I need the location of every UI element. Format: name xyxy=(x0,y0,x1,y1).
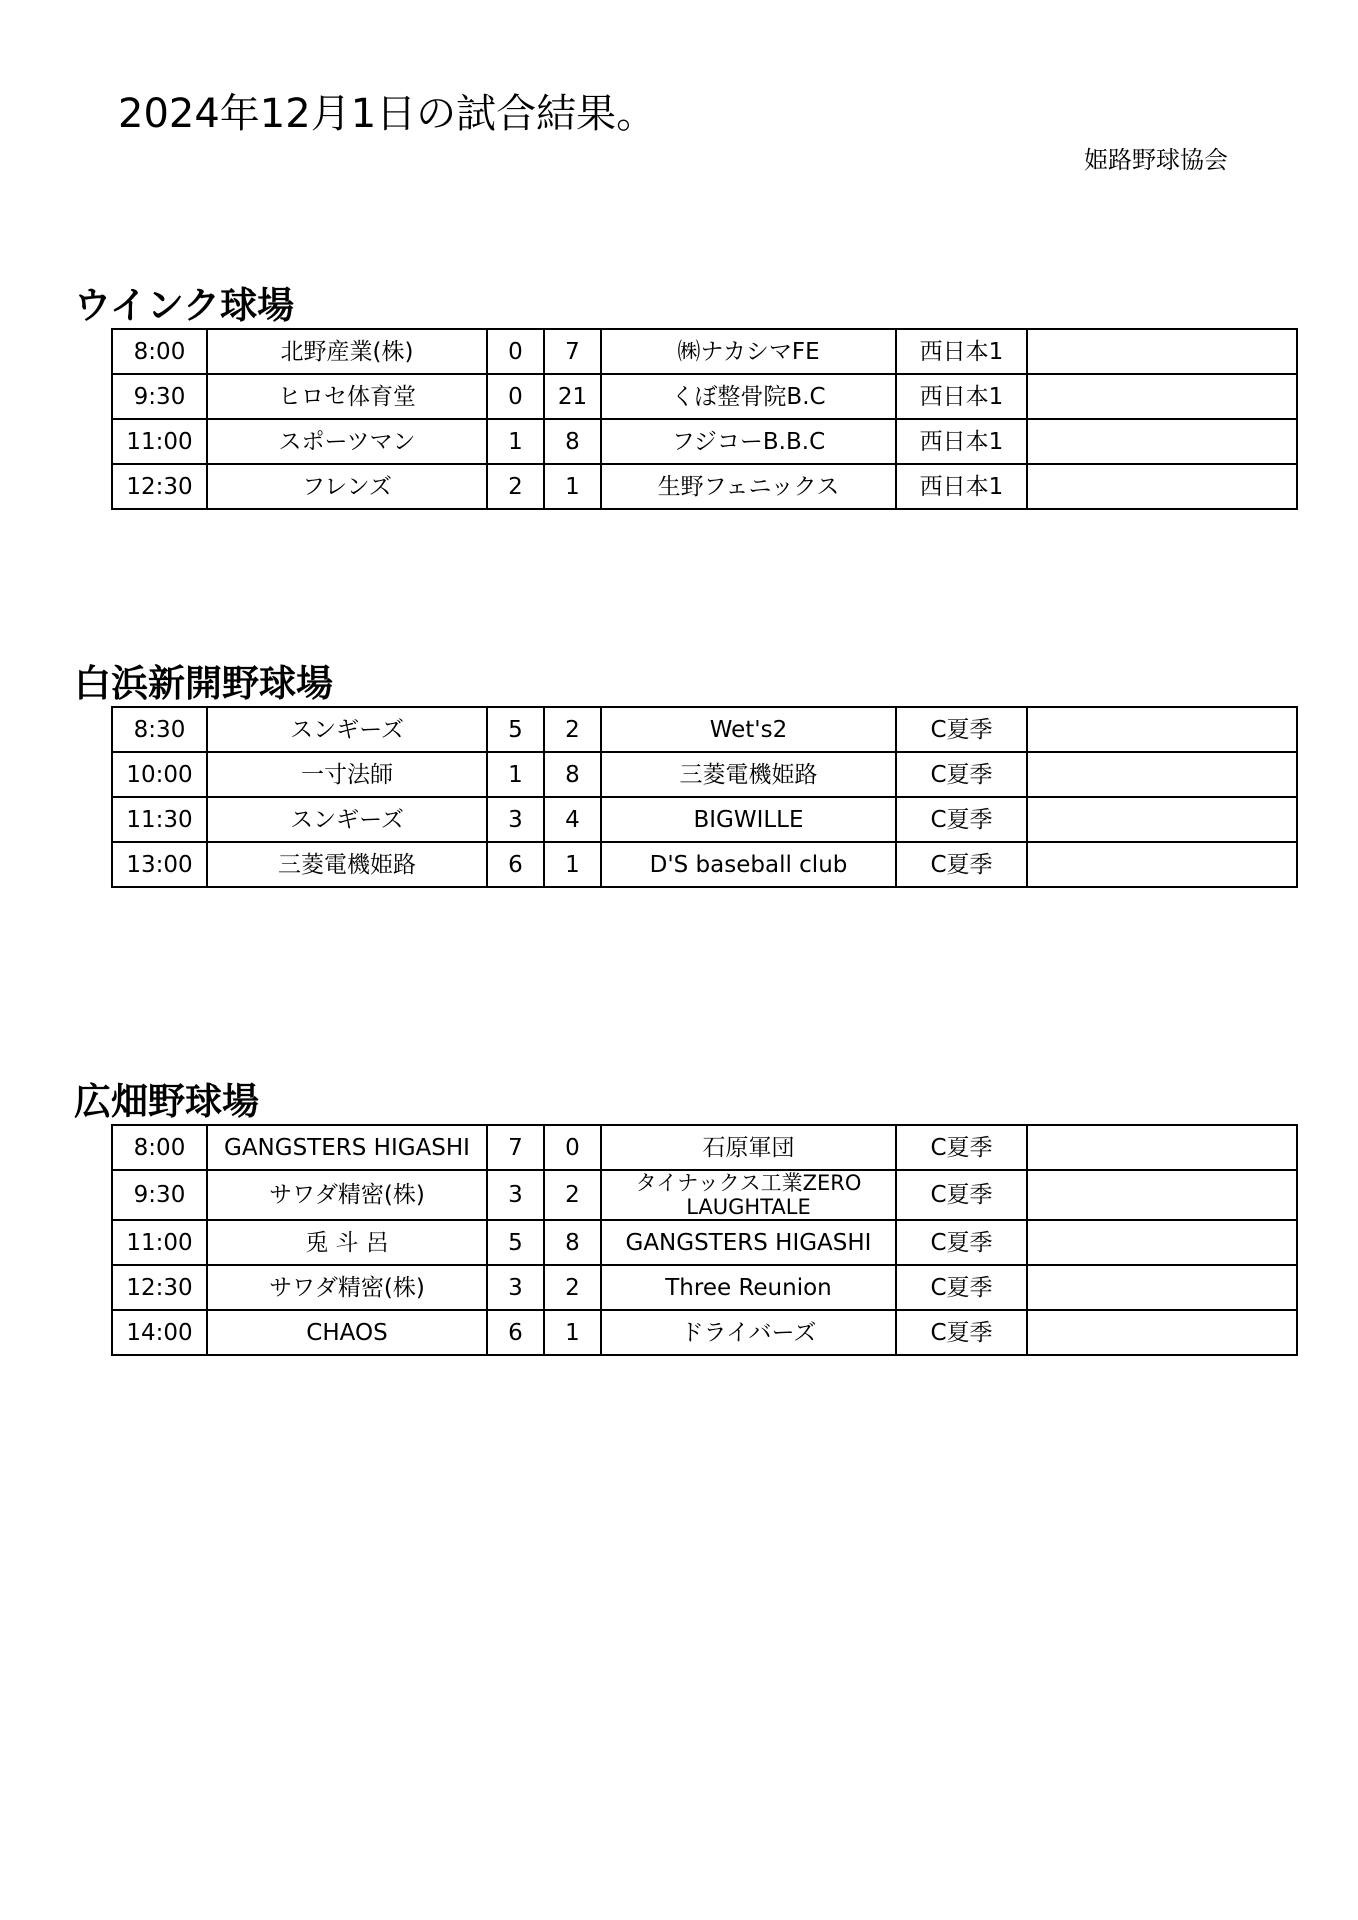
away-team: Wet's2 xyxy=(601,707,896,752)
results-table xyxy=(111,706,1298,888)
note xyxy=(1027,1265,1297,1310)
note xyxy=(1027,1220,1297,1265)
results-table xyxy=(111,1124,1298,1356)
home-score: 3 xyxy=(487,797,544,842)
table-row xyxy=(112,1125,1297,1170)
home-score: 3 xyxy=(487,1170,544,1220)
results-table xyxy=(111,328,1298,510)
home-team: GANGSTERS HIGASHI xyxy=(207,1125,487,1170)
venue-title: 広畑野球場 xyxy=(74,1080,259,1123)
note xyxy=(1027,374,1297,419)
home-team: CHAOS xyxy=(207,1310,487,1355)
home-score: 2 xyxy=(487,464,544,509)
table-row xyxy=(112,707,1297,752)
away-score: 2 xyxy=(544,1170,601,1220)
away-score: 8 xyxy=(544,1220,601,1265)
home-score: 7 xyxy=(487,1125,544,1170)
game-time: 14:00 xyxy=(112,1310,207,1355)
game-time: 9:30 xyxy=(112,1170,207,1220)
home-team: スンギーズ xyxy=(207,797,487,842)
away-score: 2 xyxy=(544,1265,601,1310)
home-team: ヒロセ体育堂 xyxy=(207,374,487,419)
home-score: 1 xyxy=(487,752,544,797)
note xyxy=(1027,752,1297,797)
table-row xyxy=(112,752,1297,797)
away-team: 生野フェニックス xyxy=(601,464,896,509)
home-score: 1 xyxy=(487,419,544,464)
league: 西日本1 xyxy=(896,419,1027,464)
home-score: 0 xyxy=(487,329,544,374)
note xyxy=(1027,1125,1297,1170)
note xyxy=(1027,842,1297,887)
away-team: くぼ整骨院B.C xyxy=(601,374,896,419)
away-team: フジコーB.B.C xyxy=(601,419,896,464)
note xyxy=(1027,419,1297,464)
away-team: GANGSTERS HIGASHI xyxy=(601,1220,896,1265)
table-row xyxy=(112,1310,1297,1355)
game-time: 8:30 xyxy=(112,707,207,752)
home-score: 6 xyxy=(487,842,544,887)
league: C夏季 xyxy=(896,797,1027,842)
away-team: 石原軍団 xyxy=(601,1125,896,1170)
table-row xyxy=(112,842,1297,887)
home-team: フレンズ xyxy=(207,464,487,509)
league: 西日本1 xyxy=(896,464,1027,509)
venue-title: 白浜新開野球場 xyxy=(74,662,333,705)
home-score: 5 xyxy=(487,707,544,752)
note xyxy=(1027,329,1297,374)
away-team: ドライバーズ xyxy=(601,1310,896,1355)
table-row xyxy=(112,464,1297,509)
table-row xyxy=(112,1220,1297,1265)
league: C夏季 xyxy=(896,752,1027,797)
home-team: サワダ精密(株) xyxy=(207,1170,487,1220)
league: C夏季 xyxy=(896,1220,1027,1265)
home-score: 0 xyxy=(487,374,544,419)
league: C夏季 xyxy=(896,1265,1027,1310)
home-score: 3 xyxy=(487,1265,544,1310)
note xyxy=(1027,1170,1297,1220)
away-score: 1 xyxy=(544,842,601,887)
home-score: 5 xyxy=(487,1220,544,1265)
league: C夏季 xyxy=(896,1170,1027,1220)
league: C夏季 xyxy=(896,842,1027,887)
away-score: 8 xyxy=(544,419,601,464)
note xyxy=(1027,464,1297,509)
game-time: 12:30 xyxy=(112,1265,207,1310)
away-score: 2 xyxy=(544,707,601,752)
venue-title: ウインク球場 xyxy=(74,284,295,327)
game-time: 11:00 xyxy=(112,419,207,464)
game-time: 11:30 xyxy=(112,797,207,842)
away-team: 三菱電機姫路 xyxy=(601,752,896,797)
away-team: D'S baseball club xyxy=(601,842,896,887)
table-row xyxy=(112,329,1297,374)
document-title: 2024年12月1日の試合結果。 xyxy=(118,91,657,137)
away-score: 7 xyxy=(544,329,601,374)
league: 西日本1 xyxy=(896,329,1027,374)
away-score: 4 xyxy=(544,797,601,842)
away-score: 1 xyxy=(544,464,601,509)
home-score: 6 xyxy=(487,1310,544,1355)
home-team: 北野産業(株) xyxy=(207,329,487,374)
game-time: 8:00 xyxy=(112,329,207,374)
game-time: 9:30 xyxy=(112,374,207,419)
away-team: BIGWILLE xyxy=(601,797,896,842)
table-row xyxy=(112,797,1297,842)
game-time: 8:00 xyxy=(112,1125,207,1170)
league: C夏季 xyxy=(896,707,1027,752)
away-team: ㈱ナカシマFE xyxy=(601,329,896,374)
note xyxy=(1027,797,1297,842)
league: 西日本1 xyxy=(896,374,1027,419)
home-team: 兎 斗 呂 xyxy=(207,1220,487,1265)
away-score: 21 xyxy=(544,374,601,419)
game-time: 13:00 xyxy=(112,842,207,887)
note xyxy=(1027,707,1297,752)
home-team: サワダ精密(株) xyxy=(207,1265,487,1310)
away-team: タイナックス工業ZERO LAUGHTALE xyxy=(601,1170,896,1220)
away-team: Three Reunion xyxy=(601,1265,896,1310)
table-row xyxy=(112,374,1297,419)
league: C夏季 xyxy=(896,1125,1027,1170)
game-time: 10:00 xyxy=(112,752,207,797)
league: C夏季 xyxy=(896,1310,1027,1355)
organization-name: 姫路野球協会 xyxy=(1084,146,1228,174)
away-score: 0 xyxy=(544,1125,601,1170)
home-team: 一寸法師 xyxy=(207,752,487,797)
note xyxy=(1027,1310,1297,1355)
away-score: 1 xyxy=(544,1310,601,1355)
away-score: 8 xyxy=(544,752,601,797)
home-team: スンギーズ xyxy=(207,707,487,752)
home-team: スポーツマン xyxy=(207,419,487,464)
home-team: 三菱電機姫路 xyxy=(207,842,487,887)
table-row xyxy=(112,1265,1297,1310)
game-time: 12:30 xyxy=(112,464,207,509)
table-row xyxy=(112,1170,1297,1220)
game-time: 11:00 xyxy=(112,1220,207,1265)
table-row xyxy=(112,419,1297,464)
